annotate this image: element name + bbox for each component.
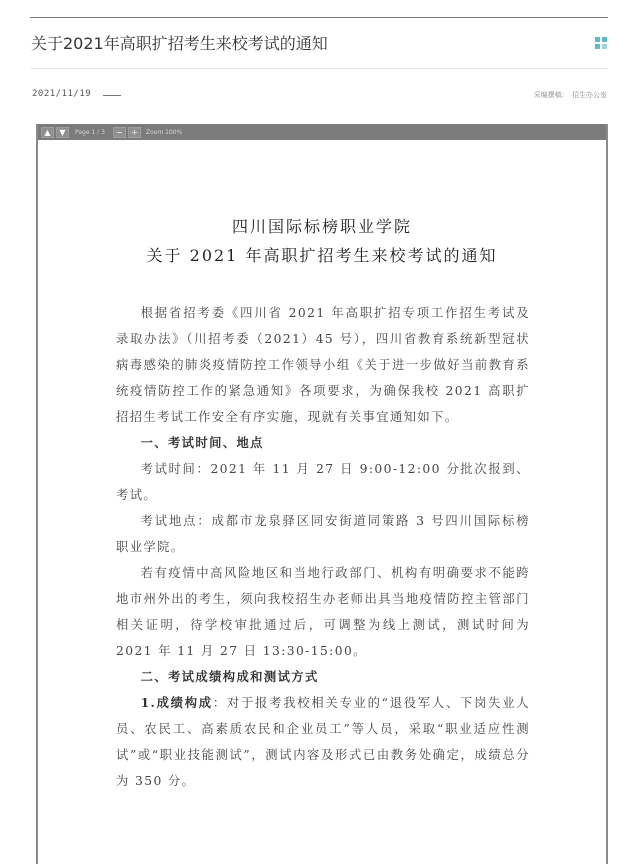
prev-page-button[interactable] — [41, 127, 54, 138]
editor-value: 招生办公室 — [572, 91, 607, 99]
plus-icon: + — [131, 127, 138, 137]
date-dash — [103, 95, 121, 96]
qr-grid-icon[interactable] — [595, 37, 607, 49]
intro-paragraph: 根据省招考委《四川省 2021 年高职扩招专项工作招生考试及录取办法》（川招考委（2021）45 号），四川省教育系统新型冠状病毒感染的肺炎疫情防控工作领导小组《关于进一步做好当前教育系统疫情防控工作的紧急通知》各项要求，为确保我校 2021 高职扩招招生考试工作安全有序实施，现就有关事宜通知如下。 — [116, 306, 530, 424]
minus-icon: − — [116, 127, 123, 137]
exam-place-paragraph: 考试地点：成都市龙泉驿区同安街道同策路 3 号四川国际标榜职业学院。 — [116, 514, 530, 554]
viewer-toolbar — [38, 124, 606, 140]
page-indicator: Page 1 / 3 — [75, 128, 105, 136]
title-divider — [30, 68, 608, 69]
zoom-in-button[interactable] — [128, 127, 141, 138]
exam-time-paragraph: 考试时间：2021 年 11 月 27 日 9:00-12:00 分批次报到、考试。 — [116, 462, 530, 502]
school-name-heading: 四川国际标榜职业学院 — [231, 217, 412, 236]
notice-title-heading: 关于 2021 年高职扩招考生来校考试的通知 — [146, 246, 498, 265]
top-divider — [30, 17, 608, 18]
section-2-heading: 二、考试成绩构成和测试方式 — [140, 669, 319, 684]
section-1-heading: 一、考试时间、地点 — [140, 435, 264, 450]
document-body — [116, 300, 530, 794]
next-page-button[interactable] — [56, 127, 69, 138]
arrow-down-icon: ▼ — [59, 127, 66, 137]
zoom-level: Zoom 100% — [145, 128, 183, 136]
editor-label: 采编撰稿: — [533, 91, 564, 99]
covid-note-paragraph: 若有疫情中高风险地区和当地行政部门、机构有明确要求不能跨地市州外出的考生，须向我校招生办老师出具当地疫情防控主管部门相关证明，待学校审批通过后，可调整为线上测试，测试时间为 2021 年 11 月 27 日 13:30-15:00。 — [116, 566, 530, 658]
editor-info — [534, 90, 607, 100]
publish-date: 2021/11/19 — [32, 89, 92, 99]
document-page — [38, 140, 606, 864]
arrow-up-icon: ▲ — [44, 127, 51, 137]
zoom-out-button[interactable] — [113, 127, 126, 138]
score-text: ：对于报考我校相关专业的“退役军人、下岗失业人员、农民工、高素质农民和企业员工”等人员，采取“职业适应性测试”或“职业技能测试”，测试内容及形式已由教务处确定，成绩总分为 350 分。 — [116, 696, 530, 788]
score-paragraph — [116, 690, 530, 794]
article-title: 关于2021年高职扩招考生来校考试的通知 — [31, 34, 328, 53]
pdf-viewer — [36, 124, 608, 864]
score-label: 1.成绩构成 — [140, 695, 213, 710]
